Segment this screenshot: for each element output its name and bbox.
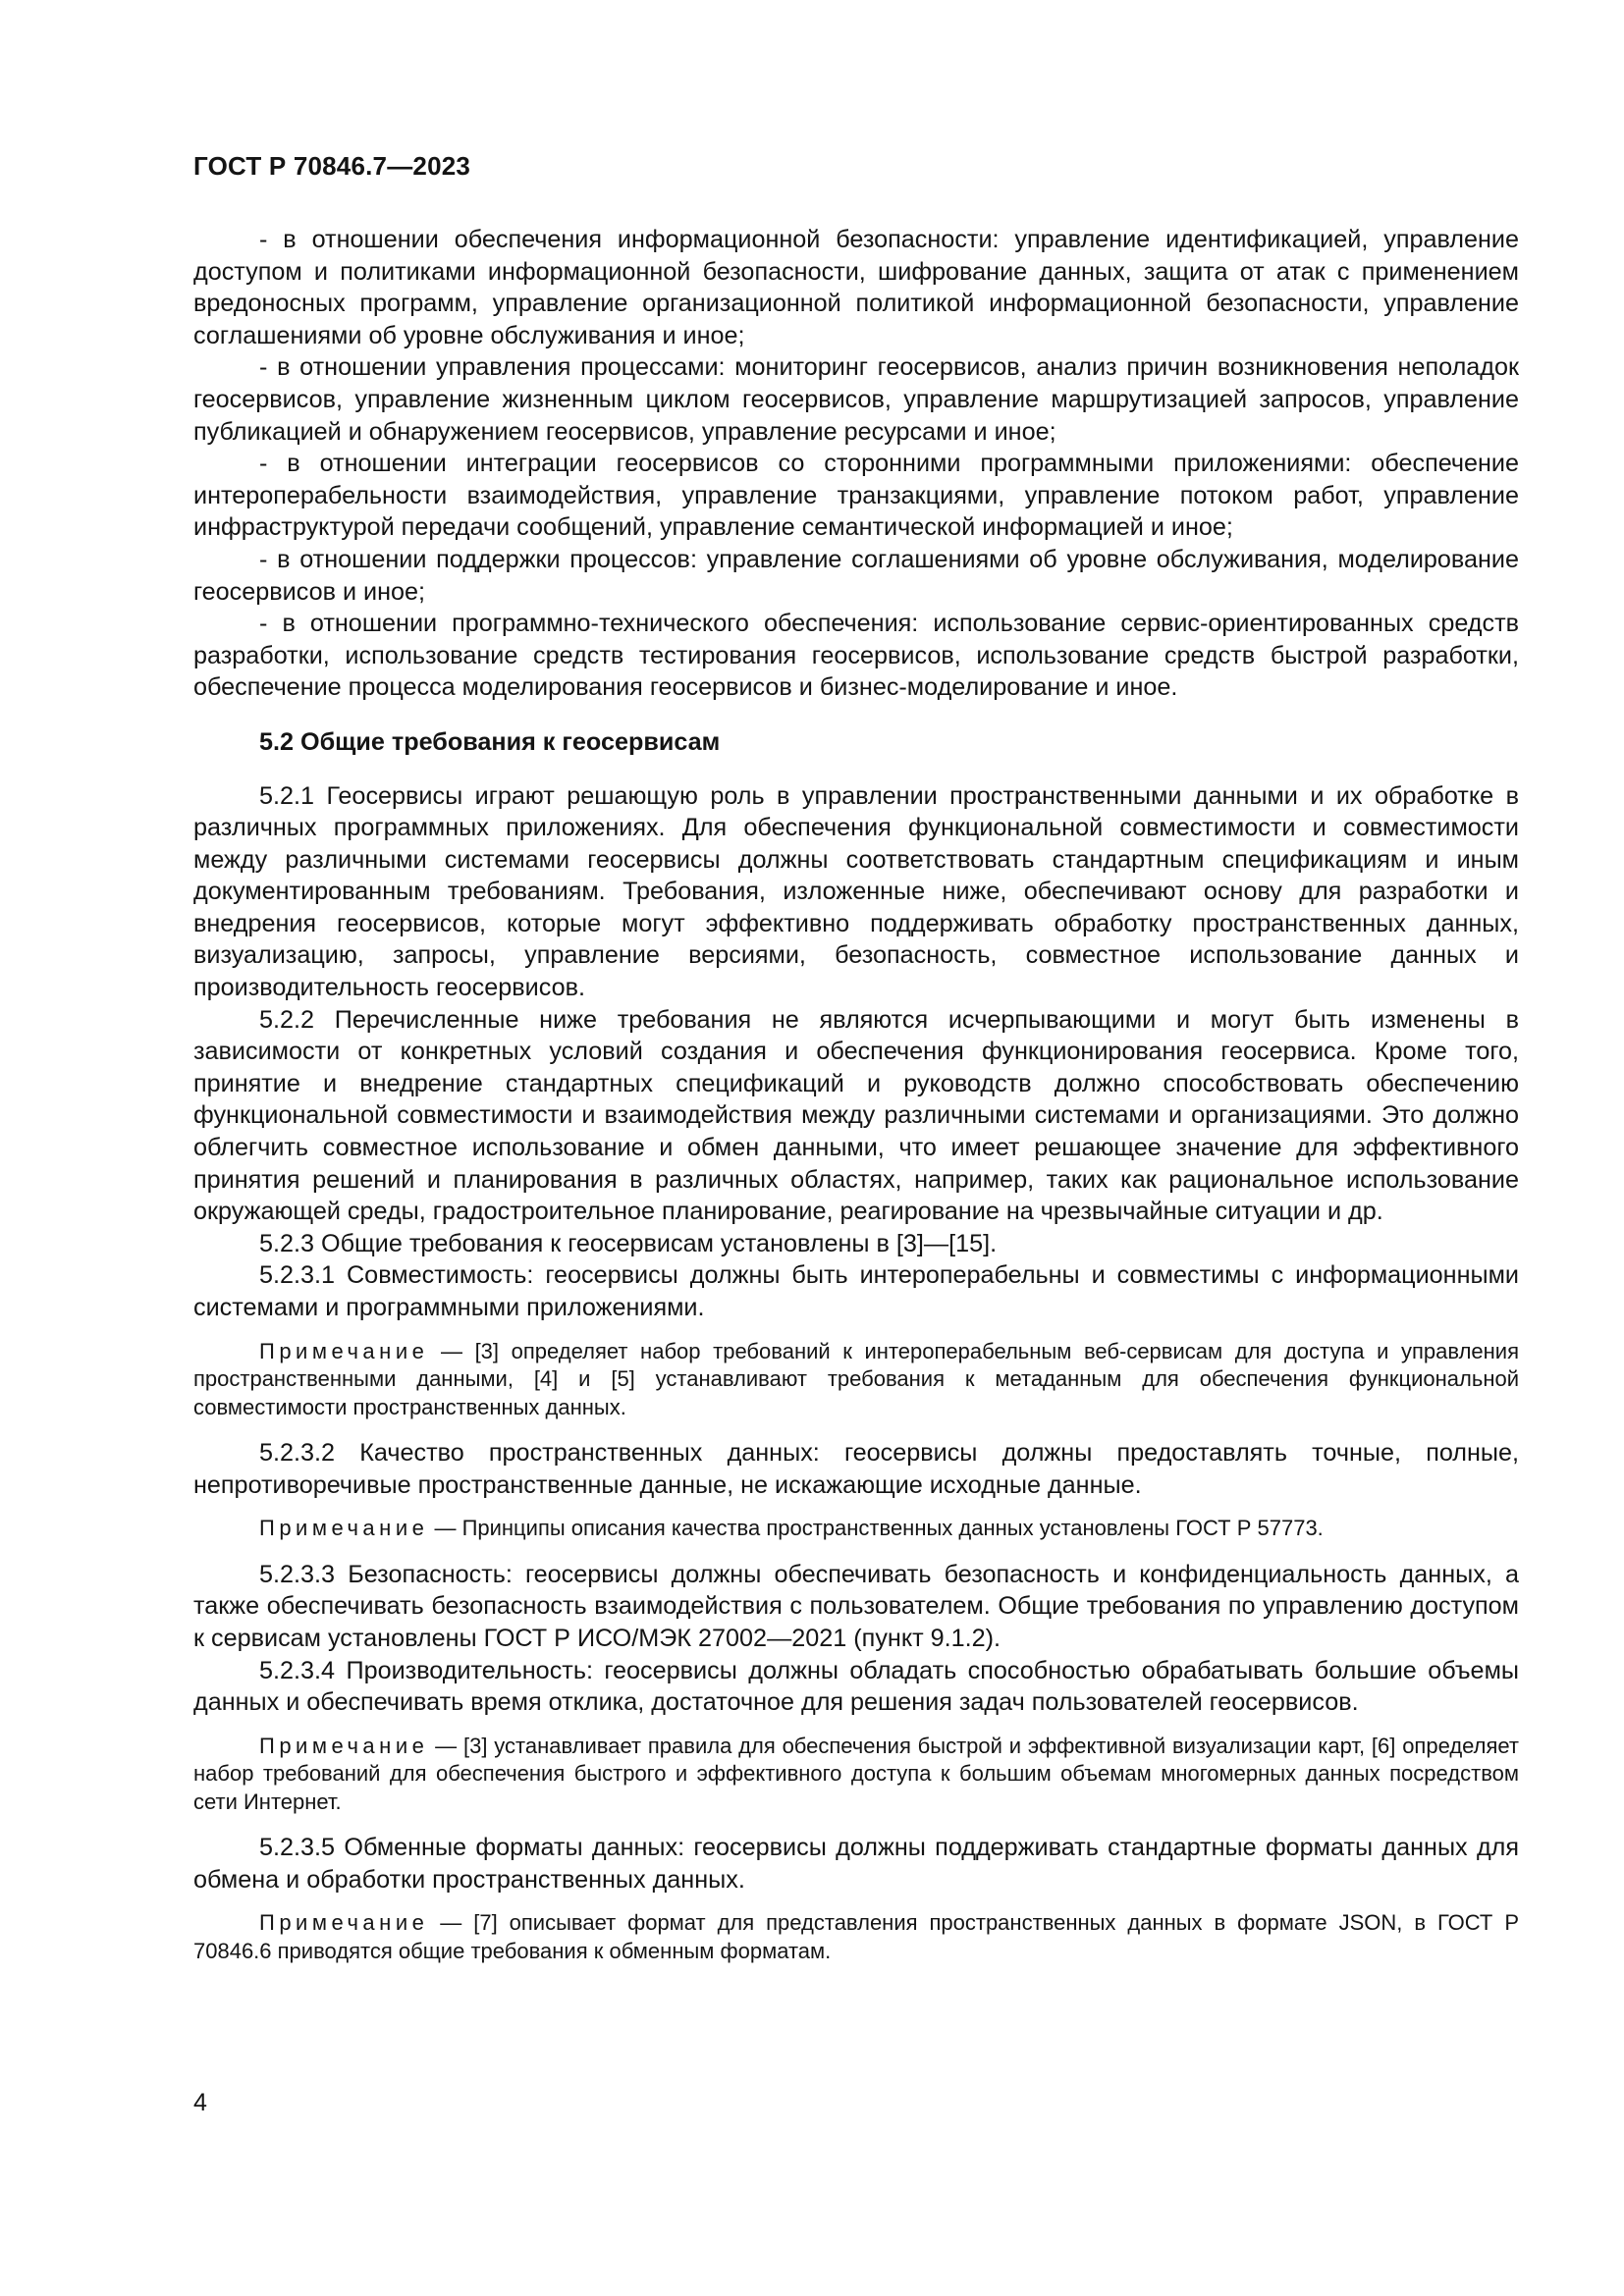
list-item-security: - в отношении обеспечения информационной безопасности: управление идентификацией, управление доступом и политиками информационной безопасности, шифрование данных, защита от атак с применением вредоносных программ, управление организационной политикой информационной безопасности, управление соглашениями об уровне обслуживания и иное;	[193, 226, 1519, 349]
note-text: — Принципы описания качества пространственных данных установлены ГОСТ Р 57773.	[428, 1516, 1324, 1541]
note-1	[193, 1338, 1519, 1422]
paragraph-5-2-3-5: 5.2.3.5 Обменные форматы данных: геосервисы должны поддерживать стандартные форматы данных для обмена и обработки пространственных данных.	[193, 1834, 1519, 1894]
paragraph-5-2-3-3: 5.2.3.3 Безопасность: геосервисы должны обеспечивать безопасность и конфиденциальность данных, а также обеспечивать безопасность взаимодействия с пользователем. Общие требования по управлению доступом к сервисам установлены ГОСТ Р ИСО/МЭК 27002—2021 (пункт 9.1.2).	[193, 1560, 1519, 1652]
note-label: Примечание	[259, 1516, 429, 1541]
note-label: Примечание	[259, 1910, 429, 1936]
document-code-header: ГОСТ Р 70846.7—2023	[193, 151, 471, 181]
paragraph-5-2-3-1: 5.2.3.1 Совместимость: геосервисы должны быть интероперабельны и совместимы с информационными системами и программными приложениями.	[193, 1261, 1519, 1321]
document-page	[193, 0, 1519, 2296]
note-2	[193, 1515, 1519, 1543]
page-number: 4	[193, 2089, 207, 2116]
paragraph-5-2-3-2: 5.2.3.2 Качество пространственных данных: геосервисы должны предоставлять точные, полные, непротиворечивые пространственные данные, не искажающие исходные данные.	[193, 1439, 1519, 1499]
paragraph-5-2-3: 5.2.3 Общие требования к геосервисам установлены в [3]—[15].	[259, 1229, 998, 1257]
list-item-process-support: - в отношении поддержки процессов: управление соглашениями об уровне обслуживания, моделирование геосервисов и иное;	[193, 545, 1519, 606]
paragraph-5-2-3-4: 5.2.3.4 Производительность: геосервисы должны обладать способностью обрабатывать большие объемы данных и обеспечивать время отклика, достаточное для решения задач пользователей геосервисов.	[193, 1656, 1519, 1717]
note-text: — [7] описывает формат для представления пространственных данных в формате JSON, в ГОСТ Р 70846.6 приводятся общие требования к обменным форматам.	[193, 1910, 1519, 1963]
note-text: — [3] устанавливает правила для обеспечения быстрой и эффективной визуализации карт, [6] определяет набор требований для обеспечения быстрого и эффективного доступа к большим объемам многомерных данных посредством сети Интернет.	[193, 1733, 1519, 1814]
list-item-integration: - в отношении интеграции геосервисов со сторонними программными приложениями: обеспечение интероперабельности взаимодействия, управление транзакциями, управление потоком работ, управление инфраструктурой передачи сообщений, управление семантической информацией и иное;	[193, 450, 1519, 542]
section-heading-5-2: 5.2 Общие требования к геосервисам	[259, 727, 721, 756]
note-label: Примечание	[259, 1733, 429, 1758]
paragraph-5-2-2: 5.2.2 Перечисленные ниже требования не являются исчерпывающими и могут быть изменены в зависимости от конкретных условий создания и обеспечения функционирования геосервиса. Кроме того, принятие и внедрение стандартных спецификаций и руководств должно способствовать обеспечению функциональной совместимости и взаимодействия между различными системами и организациями. Это должно облегчить совместное использование и обмен данными, что имеет решающее значение для эффективного принятия решений и планирования в различных областях, например, таких как рациональное использование окружающей среды, градостроительное планирование, реагирование на чрезвычайные ситуации и др.	[193, 1005, 1519, 1226]
paragraph-5-2-1: 5.2.1 Геосервисы играют решающую роль в управлении пространственными данными и их обработке в различных программных приложениях. Для обеспечения функциональной совместимости и совместимости между различными системами геосервисы должны соответствовать стандартным спецификациям и иным документированным требованиям. Требования, изложенные ниже, обеспечивают основу для разработки и внедрения геосервисов, которые могут эффективно поддерживать обработку пространственных данных, визуализацию, запросы, управление версиями, безопасность, совместное использование данных и производительность геосервисов.	[193, 781, 1519, 1002]
list-item-software-hardware: - в отношении программно-технического обеспечения: использование сервис-ориентированных средств разработки, использование средств тестирования геосервисов, использование средств быстрой разработки, обеспечение процесса моделирования геосервисов и бизнес-моделирование и иное.	[193, 610, 1519, 702]
document-body	[193, 224, 1519, 1981]
list-item-process-management: - в отношении управления процессами: мониторинг геосервисов, анализ причин возникновения неполадок геосервисов, управление жизненным циклом геосервисов, управление маршрутизацией запросов, управление публикацией и обнаружением геосервисов, управление ресурсами и иное;	[193, 353, 1519, 446]
note-label: Примечание	[259, 1338, 429, 1363]
note-3	[193, 1733, 1519, 1817]
note-text: — [3] определяет набор требований к интероперабельным веб-сервисам для доступа и управления пространственными данными, [4] и [5] устанавливают требования к метаданным для обеспечения функциональной совместимости пространственных данных.	[193, 1338, 1519, 1419]
note-4	[193, 1909, 1519, 1965]
